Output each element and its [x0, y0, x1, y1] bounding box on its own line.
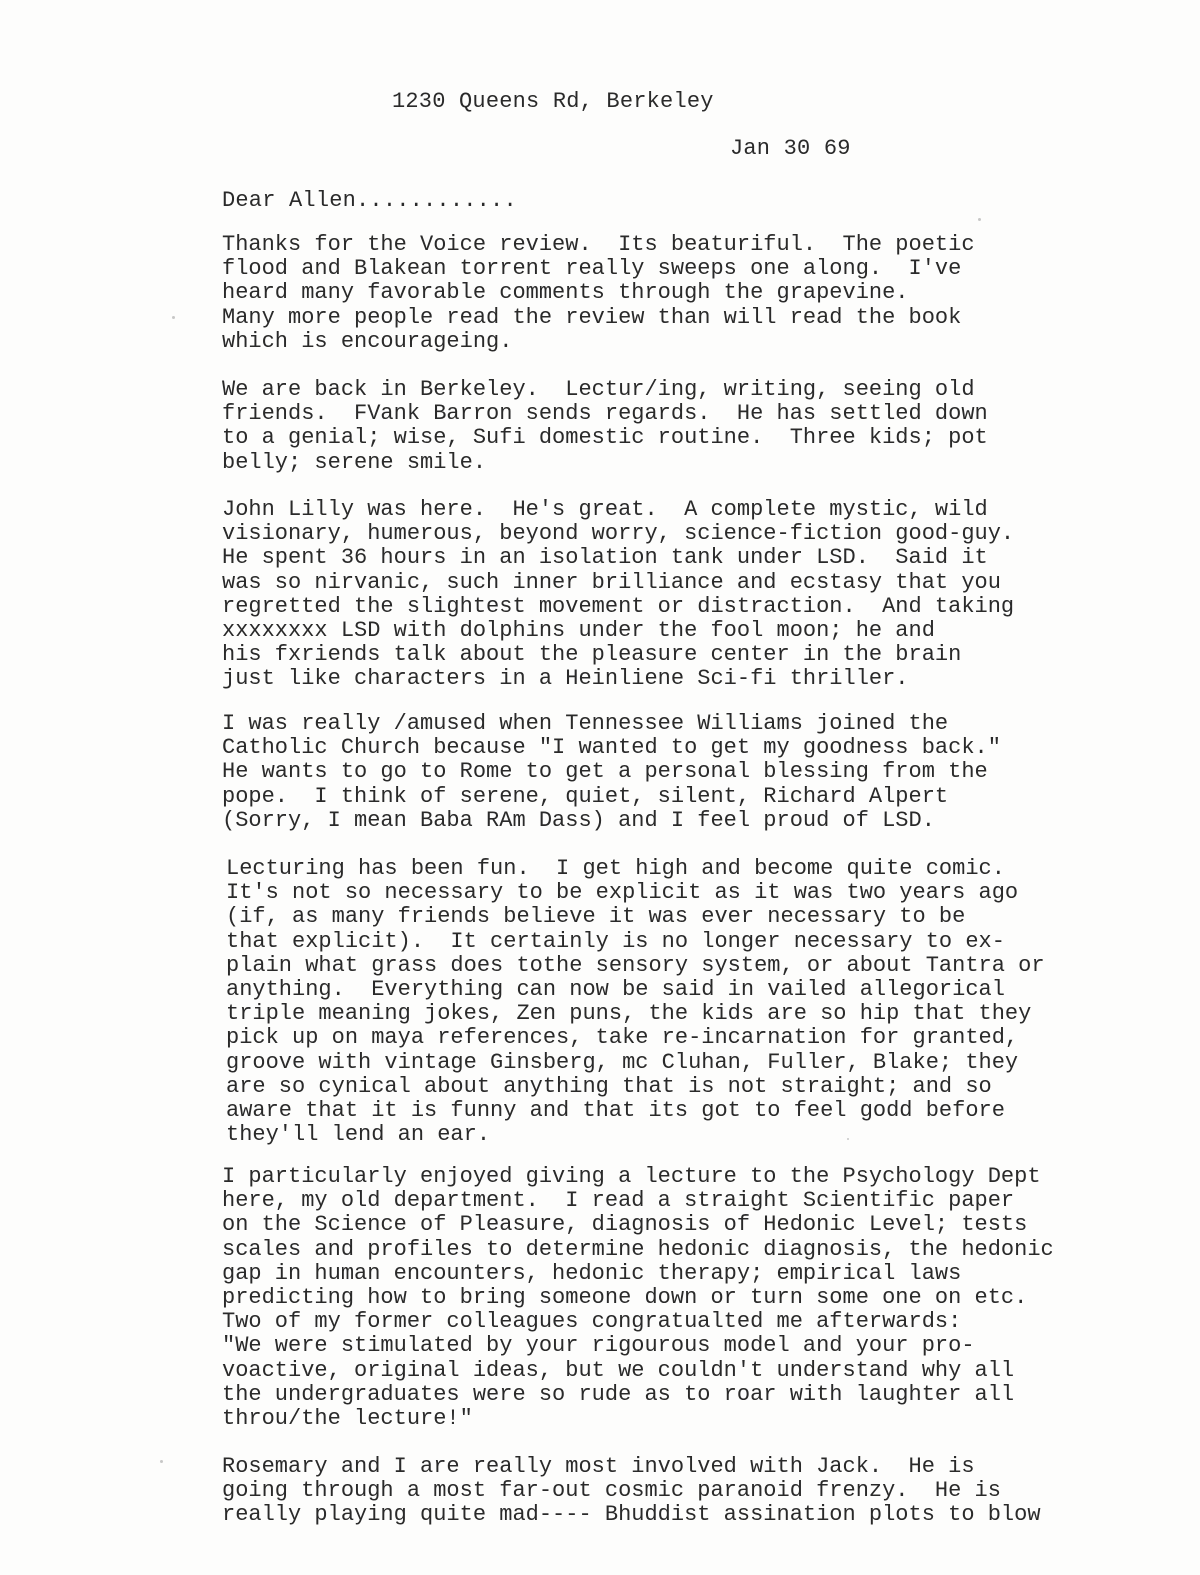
- letter-date: Jan 30 69: [730, 136, 851, 161]
- text-line: visionary, humerous, beyond worry, science-fiction good-guy.: [222, 521, 1015, 547]
- text-line: Many more people read the review than will read the book: [222, 304, 962, 330]
- text-line: going through a most far-out cosmic paranoid frenzy. He is: [222, 1478, 1001, 1504]
- paper-speck: [172, 316, 175, 319]
- text-line: really playing quite mad---- Bhuddist assination plots to blow: [222, 1502, 1041, 1528]
- text-line: that explicit). It certainly is no longer necessary to ex-: [226, 928, 1005, 954]
- text-line: on the Science of Pleasure, diagnosis of Hedonic Level; tests: [222, 1212, 1028, 1238]
- paragraph-psychology-lecture: [222, 1165, 1054, 1431]
- paragraph-lecturing: [226, 857, 1045, 1147]
- text-line: Catholic Church because "I wanted to get my goodness back.": [222, 735, 1001, 761]
- paragraph-back-in-berkeley: [222, 378, 988, 475]
- text-line: John Lilly was here. He's great. A complete mystic, wild: [222, 497, 988, 522]
- text-line: they'll lend an ear.: [226, 1122, 491, 1148]
- text-line: Thanks for the Voice review. Its beaturiful. The poetic: [222, 232, 975, 257]
- text-line: which is encourageing.: [222, 328, 513, 354]
- text-line: was so nirvanic, such inner brilliance and ecstasy that you: [222, 569, 1001, 595]
- text-line: throu/the lecture!": [222, 1406, 473, 1432]
- text-line: I particularly enjoyed giving a lecture to the Psychology Dept: [222, 1164, 1041, 1189]
- sender-address: 1230 Queens Rd, Berkeley: [392, 89, 714, 114]
- text-line: just like characters in a Heinliene Sci-fi thriller.: [222, 666, 909, 692]
- text-line: his fxriends talk about the pleasure center in the brain: [222, 642, 962, 668]
- text-line: Two of my former colleagues congratualted me afterwards:: [222, 1309, 962, 1335]
- text-line: I was really /amused when Tennessee Williams joined the: [222, 711, 949, 736]
- text-line: are so cynical about anything that is not straight; and so: [226, 1073, 992, 1099]
- paragraph-jack: [222, 1455, 1041, 1528]
- text-line: It's not so necessary to be explicit as it was two years ago: [226, 880, 1019, 906]
- text-line: the undergraduates were so rude as to roar with laughter all: [222, 1381, 1015, 1407]
- text-line: heard many favorable comments through the grapevine.: [222, 280, 909, 306]
- text-line: He wants to go to Rome to get a personal blessing from the: [222, 759, 988, 785]
- text-line: (if, as many friends believe it was ever necessary to be: [226, 904, 966, 930]
- text-line: gap in human encounters, hedonic therapy; empirical laws: [222, 1260, 962, 1286]
- text-line: xxxxxxxx LSD with dolphins under the fool moon; he and: [222, 618, 935, 644]
- text-line: voactive, original ideas, but we couldn't understand why all: [222, 1357, 1015, 1383]
- paragraph-tennessee-williams: [222, 712, 1001, 833]
- text-line: predicting how to bring someone down or turn some one on etc.: [222, 1285, 1028, 1311]
- text-line: friends. FVank Barron sends regards. He has settled down: [222, 401, 988, 427]
- text-line: here, my old department. I read a straight Scientific paper: [222, 1188, 1015, 1214]
- text-line: to a genial; wise, Sufi domestic routine. Three kids; pot: [222, 425, 988, 451]
- paragraph-john-lilly: [222, 498, 1014, 692]
- text-line: Rosemary and I are really most involved with Jack. He is: [222, 1454, 975, 1479]
- salutation: Dear Allen............: [222, 188, 517, 213]
- text-line: groove with vintage Ginsberg, mc Cluhan, Fuller, Blake; they: [226, 1049, 1019, 1075]
- paper-speck: [978, 218, 981, 221]
- text-line: pope. I think of serene, quiet, silent, Richard Alpert: [222, 783, 949, 809]
- paper-speck: [160, 1460, 163, 1463]
- text-line: pick up on maya references, take re-incarnation for granted,: [226, 1025, 1019, 1051]
- text-line: He spent 36 hours in an isolation tank under LSD. Said it: [222, 545, 988, 571]
- text-line: belly; serene smile.: [222, 449, 487, 475]
- text-line: plain what grass does tothe sensory system, or about Tantra or: [226, 952, 1045, 978]
- text-line: Lecturing has been fun. I get high and become quite comic.: [226, 856, 1005, 881]
- text-line: (Sorry, I mean Baba RAm Dass) and I feel proud of LSD.: [222, 807, 935, 833]
- text-line: anything. Everything can now be said in vailed allegorical: [226, 977, 1005, 1003]
- paragraph-voice-review: [222, 233, 975, 354]
- text-line: scales and profiles to determine hedonic diagnosis, the hedonic: [222, 1236, 1054, 1262]
- text-line: flood and Blakean torrent really sweeps one along. I've: [222, 256, 962, 282]
- text-line: We are back in Berkeley. Lectur/ing, writing, seeing old: [222, 377, 975, 402]
- text-line: regretted the slightest movement or distraction. And taking: [222, 593, 1015, 619]
- text-line: aware that it is funny and that its got to feel godd before: [226, 1098, 1005, 1124]
- paper-speck: [847, 1138, 849, 1140]
- text-line: "We were stimulated by your rigourous model and your pro-: [222, 1333, 975, 1359]
- text-line: triple meaning jokes, Zen puns, the kids are so hip that they: [226, 1001, 1032, 1027]
